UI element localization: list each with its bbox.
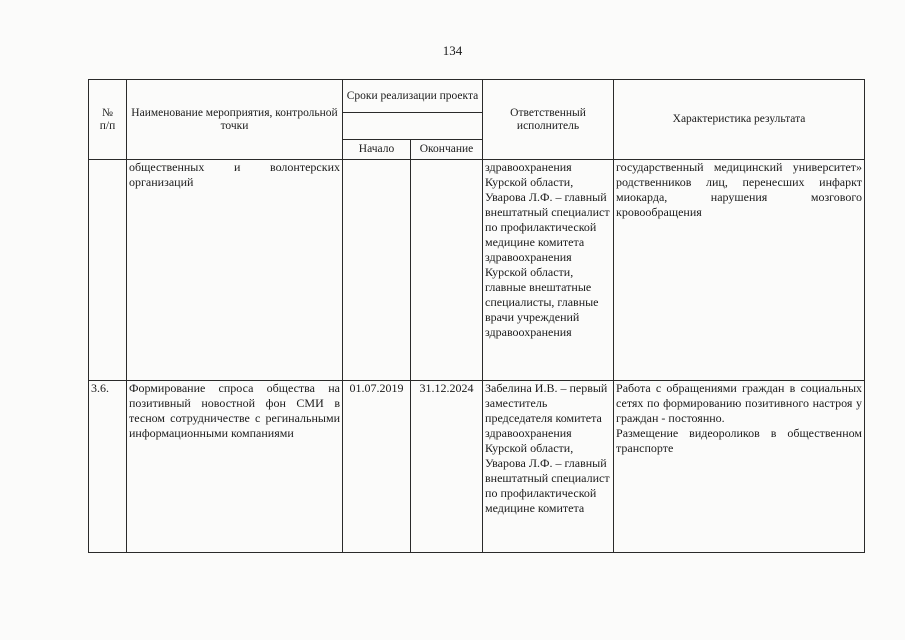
row-start xyxy=(343,160,411,381)
table-row xyxy=(89,381,865,553)
header-end: Окончание xyxy=(411,140,483,160)
row-start: 01.07.2019 xyxy=(343,381,411,553)
header-row xyxy=(89,80,865,113)
header-terms: Сроки реализации проекта xyxy=(343,80,483,113)
header-responsible: Ответственный исполнитель xyxy=(483,80,614,160)
row-num: 3.6. xyxy=(89,381,127,553)
header-num: № п/п xyxy=(89,80,127,160)
table-row xyxy=(89,160,865,381)
plan-table xyxy=(88,79,865,553)
header-name: Наименование мероприятия, контрольной точки xyxy=(127,80,343,160)
header-start: Начало xyxy=(343,140,411,160)
row-responsible: Забелина И.В. – первый заместитель председателя комитета здравоохранения Курской области, Уварова Л.Ф. – главный внештатный специалист по профилактической медицине комитета xyxy=(483,381,614,553)
row-end xyxy=(411,160,483,381)
row-result: Работа с обращениями граждан в социальных сетях по формированию позитивного настроя у граждан - постоянно. Размещение видеороликов в общественном транспорте xyxy=(614,381,865,553)
page-number: 134 xyxy=(442,43,463,58)
row-result: государственный медицинский университет» родственников лиц, перенесших инфаркт миокарда, нарушения мозгового кровообращения xyxy=(614,160,865,381)
header-result: Характеристика результата xyxy=(614,80,865,160)
row-num xyxy=(89,160,127,381)
row-name: общественных и волонтерских организаций xyxy=(127,160,343,381)
row-end: 31.12.2024 xyxy=(411,381,483,553)
row-name: Формирование спроса общества на позитивный новостной фон СМИ в тесном сотрудничестве с регинальными информационными компаниями xyxy=(127,381,343,553)
row-responsible: здравоохранения Курской области, Уварова Л.Ф. – главный внештатный специалист по профилактической медицине комитета здравоохранения Курской области, главные внештатные специалисты, главные врачи учреждений здравоохранения xyxy=(483,160,614,381)
